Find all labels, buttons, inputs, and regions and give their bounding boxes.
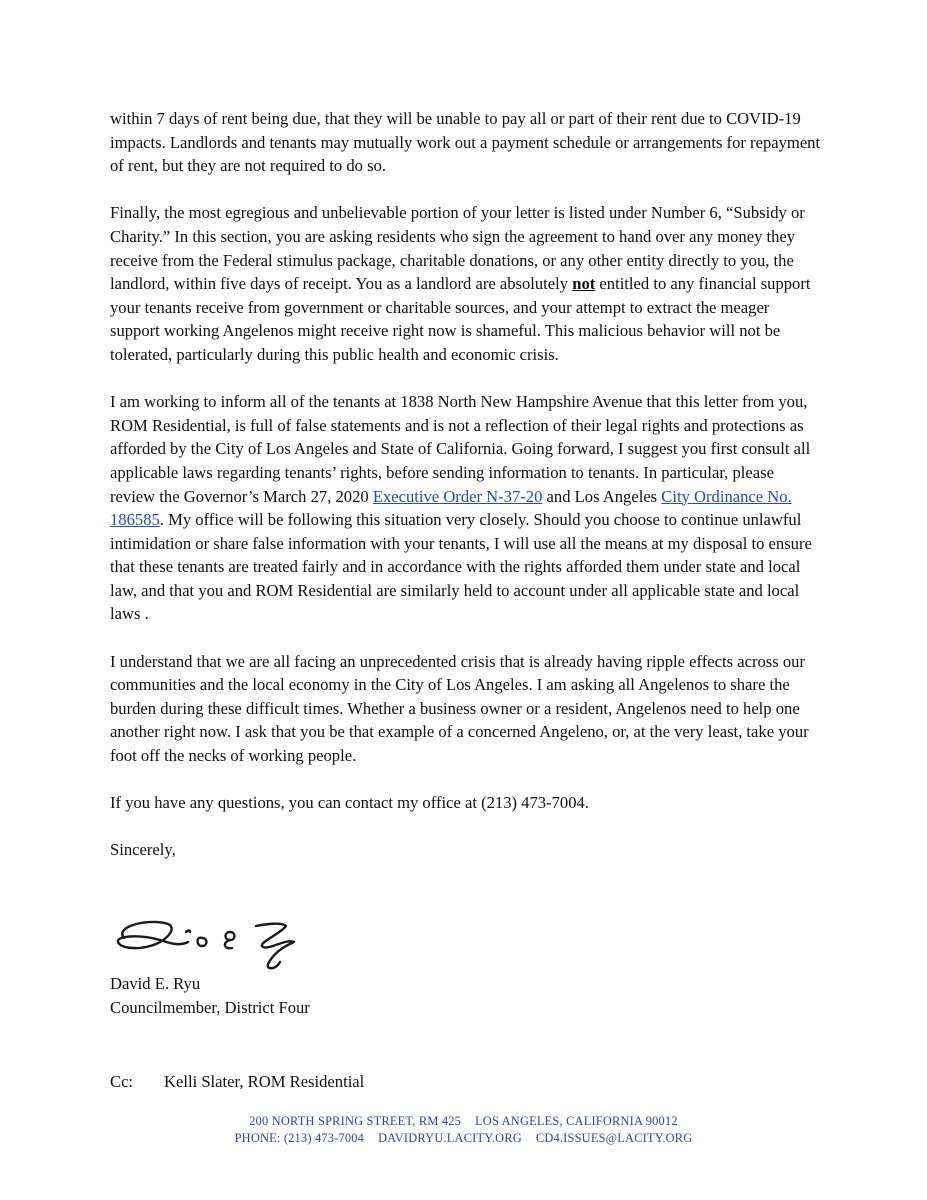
city-ordinance-link[interactable]: City Ordinance No. 186585: [110, 486, 792, 530]
paragraph-legal-text-1: I am working to inform all of the tenants at 1838 North New Hampshire Avenue that this letter from you, ROM Residential, is full of false statements and is not a reflection of their legal rights and protections as afforded by the City of Los Angeles and State of California. Going forward, I suggest you first consult all applicable laws regarding tenants’ rights, before sending information to tenants. In particular, please review the Governor’s March 27, 2020: [110, 392, 811, 506]
footer-street: 200 NORTH SPRING STREET, RM 425: [249, 1114, 462, 1128]
signer-name: David E. Ryu: [110, 974, 201, 993]
closing-salutation: Sincerely,: [110, 840, 176, 860]
signer-block: [110, 972, 310, 1019]
handwritten-signature: [110, 912, 310, 974]
paragraph-shared-burden: I understand that we are all facing an unprecedented crisis that is already having ripple effects across our communities and the local economy in the City of Los Angeles. I am asking all Angelenos to share the burden during these difficult times. Whether a business owner or a resident, Angelenos need to help one another right now. I ask that you be that example of a concerned Angeleno, or, at the very least, take your foot off the necks of working people.: [110, 651, 809, 766]
footer-city: LOS ANGELES, CALIFORNIA 90012: [475, 1114, 678, 1128]
footer-website: DAVIDRYU.LACITY.ORG: [378, 1131, 522, 1145]
letter-body: [110, 107, 822, 886]
paragraph-subsidy-charity: [110, 201, 822, 366]
paragraph-legal-rights: [110, 390, 822, 626]
paragraph-contact: If you have any questions, you can contact my office at (213) 473-7004.: [110, 793, 589, 813]
paragraph-subsidy-text-1: Finally, the most egregious and unbelievable portion of your letter is listed under Number 6, “Subsidy or Charity.” In this section, you are asking residents who sign the agreement to hand over any money they receive from the Federal stimulus package, charitable donations, or any other entity directly to you, the landlord, within five days of receipt. You as a landlord are absolutely: [110, 203, 805, 294]
emphasis-not: not: [572, 274, 596, 294]
paragraph-subsidy-text-2: entitled to any financial support your tenants receive from government or charitable sources, and your attempt to extract the meager support working Angelenos might receive right now is shameful. This malicious behavior will not be tolerated, particularly during this public health and economic crisis.: [110, 274, 811, 364]
cc-label: Cc:: [110, 1072, 134, 1091]
footer-email: CD4.ISSUES@LACITY.ORG: [535, 1131, 693, 1145]
footer-contact-line: [0, 1130, 927, 1147]
footer-address-line: [0, 1113, 927, 1130]
paragraph-legal-text-2: and Los Angeles: [542, 486, 662, 506]
cc-recipient: Kelli Slater, ROM Residential: [164, 1072, 365, 1091]
letterhead-footer: [0, 1113, 927, 1147]
paragraph-legal-text-3: . My office will be following this situation very closely. Should you choose to continue unlawful intimidation or share false information with your tenants, I will use all the means at my disposal to ensure that these tenants are treated fairly and in accordance with the rights afforded them under state and local law, and that you and ROM Residential are similarly held to account under all applicable state and local laws .: [110, 510, 812, 624]
signer-title: Councilmember, District Four: [110, 997, 310, 1017]
footer-phone: PHONE: (213) 473-7004: [234, 1131, 365, 1145]
paragraph-rent-deferral: within 7 days of rent being due, that they will be unable to pay all or part of their rent due to COVID-19 impacts. Landlords and tenants may mutually work out a payment schedule or arrangements for repayment of rent, but they are not required to do so.: [110, 109, 821, 176]
executive-order-link[interactable]: Executive Order N-37-20: [372, 486, 543, 506]
cc-line: [110, 1070, 364, 1094]
